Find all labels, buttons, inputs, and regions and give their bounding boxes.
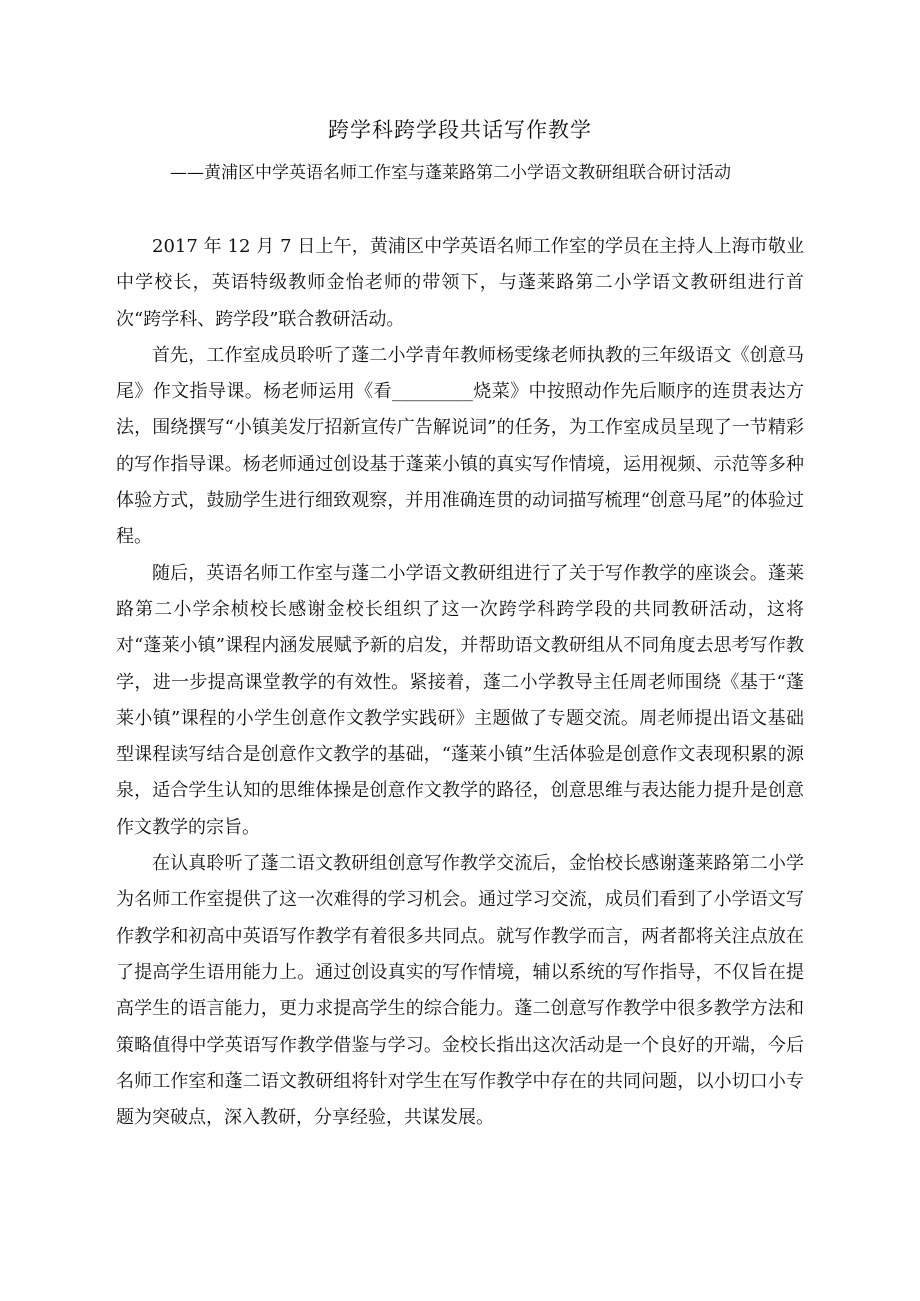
paragraph: 首先，工作室成员聆听了蓬二小学青年教师杨雯缘老师执教的三年级语文《创意马尾》作文指导课。杨老师运用《看_________烧菜》中按照动作先后顺序的连贯表达方法，围绕撰写“小镇美发厅招新宣传广告解说词”的任务，为工作室成员呈现了一节精彩的写作指导课。杨老师通过创设基于蓬莱小镇的真实写作情境，运用视频、示范等多种体验方式，鼓励学生进行细致观察，并用准确连贯的动词描写梳理“创意马尾”的体验过程。 [116,344,804,548]
paragraph: 随后，英语名师工作室与蓬二小学语文教研组进行了关于写作教学的座谈会。蓬莱路第二小学余桢校长感谢金校长组织了这一次跨学科跨学段的共同教研活动，这将对“蓬莱小镇”课程内涵发展赋予新的启发，并帮助语文教研组从不同角度去思考写作教学，进一步提高课堂教学的有效性。紧接着，蓬二小学教导主任周老师围绕《基于“蓬莱小镇”课程的小学生创意作文教学实践研》主题做了专题交流。周老师提出语文基础型课程读写结合是创意作文教学的基础，“蓬莱小镇”生活体验是创意作文表现积累的源泉，适合学生认知的思维体操是创意作文教学的路径，创意思维与表达能力提升是创意作文教学的宗旨。 [116,562,804,838]
page-title: 跨学科跨学段共话写作教学 [328,118,592,142]
article-body [116,229,804,1136]
page-subtitle: ——黄浦区中学英语名师工作室与蓬莱路第二小学语文教研组联合研讨活动 [170,163,731,183]
paragraph: 在认真聆听了蓬二语文教研组创意写作教学交流后，金怡校长感谢蓬莱路第二小学为名师工作室提供了这一次难得的学习机会。通过学习交流，成员们看到了小学语文写作教学和初高中英语写作教学有着很多共同点。就写作教学而言，两者都将关注点放在了提高学生语用能力上。通过创设真实的写作情境，辅以系统的写作指导，不仅旨在提高学生的语言能力，更力求提高学生的综合能力。蓬二创意写作教学中很多教学方法和策略值得中学英语写作教学借鉴与学习。金校长指出这次活动是一个良好的开端，今后名师工作室和蓬二语文教研组将针对学生在写作教学中存在的共同问题，以小切口小专题为突破点，深入教研，分享经验，共谋发展。 [116,853,804,1129]
paragraph: 2017 年 12 月 7 日上午，黄浦区中学英语名师工作室的学员在主持人上海市敬业中学校长，英语特级教师金怡老师的带领下，与蓬莱路第二小学语文教研组进行首次“跨学科、跨学段”联合教研活动。 [116,236,804,330]
